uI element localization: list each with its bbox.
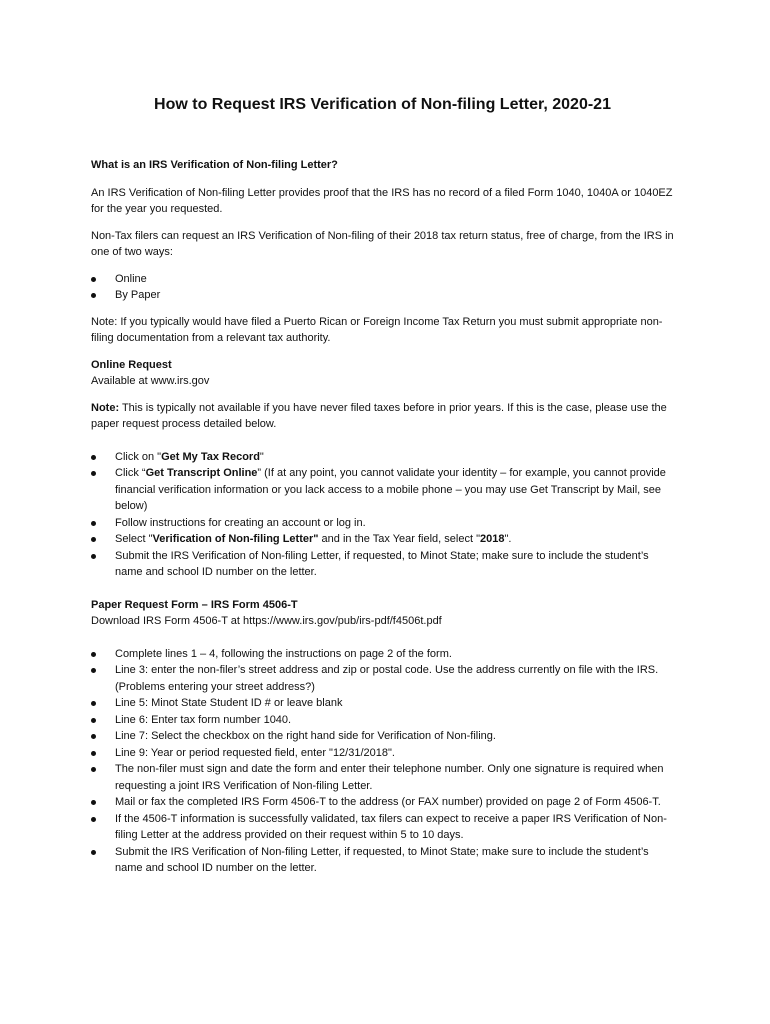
note-label: Note: [91, 401, 120, 414]
bullet-icon [91, 817, 96, 822]
bullet-icon [91, 537, 96, 542]
bullet-icon [91, 471, 96, 476]
bullet-icon [91, 718, 96, 723]
list-item: Follow instructions for creating an account or log in. [91, 515, 674, 532]
list-item: If the 4506-T information is successfully validated, tax filers can expect to receive a paper IRS Verification of Non-filing Letter at the address provided on their request within 5 to 10 days. [91, 811, 674, 844]
list-item: Mail or fax the completed IRS Form 4506-T to the address (or FAX number) provided on page 2 of Form 4506-T. [91, 794, 674, 811]
online-request-heading: Online Request [91, 358, 172, 371]
page-title: How to Request IRS Verification of Non-filing Letter, 2020-21 [154, 96, 611, 113]
list-item: Submit the IRS Verification of Non-filing Letter, if requested, to Minot State; make sure to include the student’s name and school ID number on the letter. [91, 844, 674, 877]
online-note-paragraph: Note: This is typically not available if you have never filed taxes before in prior years. If this is the case, please use the paper request process detailed below. [91, 401, 667, 430]
list-item: Line 5: Minot State Student ID # or leave blank [91, 695, 674, 712]
list-item: By Paper [91, 287, 674, 304]
bullet-icon [91, 850, 96, 855]
list-item: Click “Get Transcript Online” (If at any point, you cannot validate your identity – for example, you cannot provide financial verification information or you lack access to a mobile phone – you may use Get Transcript by Mail, see below) [91, 465, 674, 515]
bullet-icon [91, 751, 96, 756]
intro-paragraph: An IRS Verification of Non-filing Letter provides proof that the IRS has no record of a filed Form 1040, 1040A or 1040EZ for the year you requested. [91, 186, 673, 215]
bullet-icon [91, 652, 96, 657]
online-available-text: Available at www.irs.gov [91, 375, 210, 387]
bullet-icon [91, 521, 96, 526]
ways-paragraph: Non-Tax filers can request an IRS Verification of Non-filing of their 2018 tax return status, free of charge, from the IRS in one of two ways: [91, 229, 674, 258]
list-item: Line 9: Year or period requested field, enter "12/31/2018". [91, 745, 674, 762]
note-paragraph: Note: If you typically would have filed a Puerto Rican or Foreign Income Tax Return you must submit appropriate non-filing documentation from a relevant tax authority. [91, 315, 663, 344]
section-heading-what-is: What is an IRS Verification of Non-filing Letter? [91, 159, 338, 171]
list-item: Online [91, 271, 674, 288]
list-item: Line 3: enter the non-filer’s street address and zip or postal code. Use the address currently on file with the IRS. (Problems entering your street address?) [91, 662, 674, 695]
list-item: The non-filer must sign and date the form and enter their telephone number. Only one signature is required when requesting a joint IRS Verification of Non-filing Letter. [91, 761, 674, 794]
bullet-icon [91, 701, 96, 706]
bullet-icon [91, 767, 96, 772]
bullet-icon [91, 668, 96, 673]
bullet-icon [91, 800, 96, 805]
list-item: Complete lines 1 – 4, following the instructions on page 2 of the form. [91, 646, 674, 663]
online-steps-list [91, 449, 674, 581]
list-item: Click on "Get My Tax Record" [91, 449, 674, 466]
options-list [91, 271, 674, 304]
bullet-icon [91, 554, 96, 559]
bullet-icon [91, 455, 96, 460]
paper-steps-list [91, 646, 674, 877]
bullet-icon [91, 293, 96, 298]
list-item: Submit the IRS Verification of Non-filing Letter, if requested, to Minot State; make sure to include the student’s name and school ID number on the letter. [91, 548, 674, 581]
bullet-icon [91, 277, 96, 282]
list-item: Line 6: Enter tax form number 1040. [91, 712, 674, 729]
list-item: Select "Verification of Non-filing Letter" and in the Tax Year field, select "2018". [91, 531, 674, 548]
list-item: Line 7: Select the checkbox on the right hand side for Verification of Non-filing. [91, 728, 674, 745]
paper-download-text: Download IRS Form 4506-T at https://www.irs.gov/pub/irs-pdf/f4506t.pdf [91, 615, 442, 627]
paper-request-heading: Paper Request Form – IRS Form 4506-T [91, 598, 298, 611]
bullet-icon [91, 734, 96, 739]
